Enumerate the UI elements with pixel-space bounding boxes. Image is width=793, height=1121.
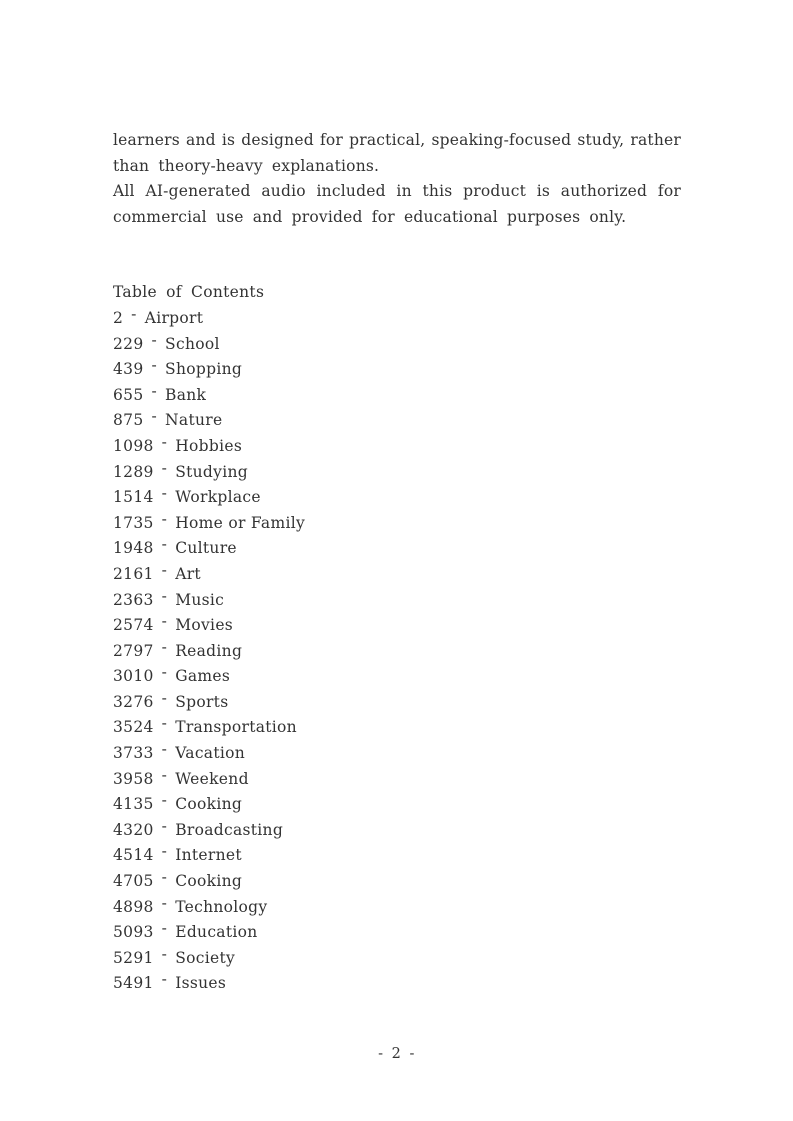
toc-entry-separator: - <box>161 458 168 477</box>
toc-entry <box>113 511 681 537</box>
toc-entry-separator: - <box>151 356 158 375</box>
toc-entry <box>113 485 681 511</box>
toc-entry-number: 1735 <box>113 513 154 532</box>
toc-entry-number: 655 <box>113 385 144 404</box>
toc-entry-label: Issues <box>175 974 227 993</box>
toc-entry-number: 3010 <box>113 667 154 686</box>
toc-entry-separator: - <box>161 740 168 759</box>
paragraph-line: learners and is designed for practical, speaking-focused study, rather <box>113 131 681 149</box>
toc-entry <box>113 562 681 588</box>
toc-entry-number: 3276 <box>113 692 154 711</box>
toc-entry <box>113 460 681 486</box>
toc-entry <box>113 357 681 383</box>
toc-entry-number: 5291 <box>113 948 154 967</box>
toc-entry-separator: - <box>161 868 168 887</box>
toc-entry <box>113 792 681 818</box>
toc-entry-number: 3958 <box>113 769 154 788</box>
toc-list <box>113 306 681 997</box>
toc-entry-label: Airport <box>144 308 204 327</box>
toc-entry-label: School <box>165 334 220 353</box>
toc-entry-label: Hobbies <box>175 436 243 455</box>
toc-entry-number: 4320 <box>113 820 154 839</box>
toc-entry-separator: - <box>161 688 168 707</box>
toc-entry-number: 4898 <box>113 897 154 916</box>
toc-entry-label: Workplace <box>175 488 261 507</box>
toc-entry-number: 4514 <box>113 846 154 865</box>
toc-entry-separator: - <box>161 714 168 733</box>
toc-entry-number: 439 <box>113 360 144 379</box>
toc-entry-label: Reading <box>175 641 243 660</box>
toc-entry-number: 1098 <box>113 436 154 455</box>
toc-entry-separator: - <box>131 304 137 323</box>
toc-entry-label: Vacation <box>175 744 246 763</box>
toc-entry-separator: - <box>161 586 168 605</box>
toc-entry-number: 3733 <box>113 744 154 763</box>
toc-entry-separator: - <box>151 381 158 400</box>
toc-entry <box>113 664 681 690</box>
intro-paragraphs <box>113 128 681 230</box>
toc-entry-separator: - <box>161 612 168 631</box>
toc-entry <box>113 741 681 767</box>
toc-entry-separator: - <box>161 970 168 989</box>
toc-entry-separator: - <box>161 944 168 963</box>
toc-entry-number: 229 <box>113 334 144 353</box>
toc-entry-number: 5093 <box>113 923 154 942</box>
toc-entry <box>113 971 681 997</box>
toc-entry-separator: - <box>161 432 168 451</box>
toc-entry <box>113 613 681 639</box>
toc-entry-label: Shopping <box>165 360 243 379</box>
toc-entry <box>113 408 681 434</box>
toc-entry-number: 4705 <box>113 872 154 891</box>
toc-entry-number: 1514 <box>113 488 154 507</box>
toc-entry <box>113 818 681 844</box>
toc-entry-label: Games <box>175 667 231 686</box>
toc-entry-separator: - <box>161 765 168 784</box>
toc-entry-separator: - <box>161 791 168 810</box>
toc-entry <box>113 690 681 716</box>
toc-entry-label: Cooking <box>175 872 243 891</box>
toc-entry-number: 1289 <box>113 462 154 481</box>
toc-entry <box>113 895 681 921</box>
toc-entry-number: 875 <box>113 411 144 430</box>
toc-entry <box>113 843 681 869</box>
toc-entry-separator: - <box>151 330 158 349</box>
toc-entry <box>113 715 681 741</box>
toc-entry-label: Technology <box>175 897 268 916</box>
toc-entry <box>113 434 681 460</box>
toc-entry-separator: - <box>161 893 168 912</box>
paragraph-line: All AI-generated audio included in this product is authorized for <box>113 182 681 201</box>
toc-entry-number: 4135 <box>113 795 154 814</box>
toc-entry-label: Nature <box>165 411 223 430</box>
toc-entry <box>113 869 681 895</box>
toc-entry-number: 5491 <box>113 974 154 993</box>
toc-entry-number: 2574 <box>113 616 154 635</box>
toc-entry-number: 2797 <box>113 641 154 660</box>
toc-entry <box>113 383 681 409</box>
toc-entry-number: 2 <box>113 308 124 327</box>
toc-entry <box>113 588 681 614</box>
toc-entry-label: Transportation <box>175 718 297 737</box>
toc-entry-separator: - <box>161 919 168 938</box>
toc-entry-separator: - <box>161 663 168 682</box>
toc-entry-label: Weekend <box>175 769 249 788</box>
toc-entry-separator: - <box>161 560 168 579</box>
toc-entry-label: Broadcasting <box>175 820 284 839</box>
toc-entry-label: Internet <box>175 846 242 865</box>
toc-entry <box>113 639 681 665</box>
toc-entry <box>113 536 681 562</box>
toc-entry-separator: - <box>161 637 168 656</box>
toc-entry-separator: - <box>161 484 168 503</box>
toc-entry-separator: - <box>161 509 168 528</box>
toc-entry-label: Cooking <box>175 795 243 814</box>
toc-entry <box>113 946 681 972</box>
toc-entry <box>113 332 681 358</box>
toc-entry-separator: - <box>161 535 168 554</box>
paragraph-line: commercial use and provided for educational purposes only. <box>113 207 627 226</box>
toc-entry-label: Home or Family <box>175 513 306 532</box>
toc-entry-label: Studying <box>175 462 248 481</box>
toc-entry-label: Education <box>175 923 258 942</box>
toc-entry-number: 3524 <box>113 718 154 737</box>
toc-entry-label: Sports <box>175 692 229 711</box>
toc-entry-label: Music <box>175 590 225 609</box>
toc-entry-number: 1948 <box>113 539 154 558</box>
page-content <box>113 128 681 997</box>
toc-entry-label: Bank <box>165 385 207 404</box>
toc-entry <box>113 767 681 793</box>
table-of-contents <box>113 280 681 997</box>
toc-entry-label: Art <box>175 564 201 583</box>
toc-entry-number: 2161 <box>113 564 154 583</box>
toc-entry-label: Culture <box>175 539 237 558</box>
paragraph-line: than theory-heavy explanations. <box>113 156 380 175</box>
toc-entry-label: Movies <box>175 616 234 635</box>
toc-entry <box>113 920 681 946</box>
toc-entry-number: 2363 <box>113 590 154 609</box>
toc-entry-separator: - <box>161 842 168 861</box>
toc-entry-label: Society <box>175 948 236 967</box>
toc-entry-separator: - <box>161 816 168 835</box>
toc-entry-separator: - <box>151 407 158 426</box>
toc-title: Table of Contents <box>113 283 265 302</box>
toc-entry <box>113 306 681 332</box>
page-footer <box>0 1046 793 1062</box>
page-number: - 2 - <box>378 1046 415 1062</box>
